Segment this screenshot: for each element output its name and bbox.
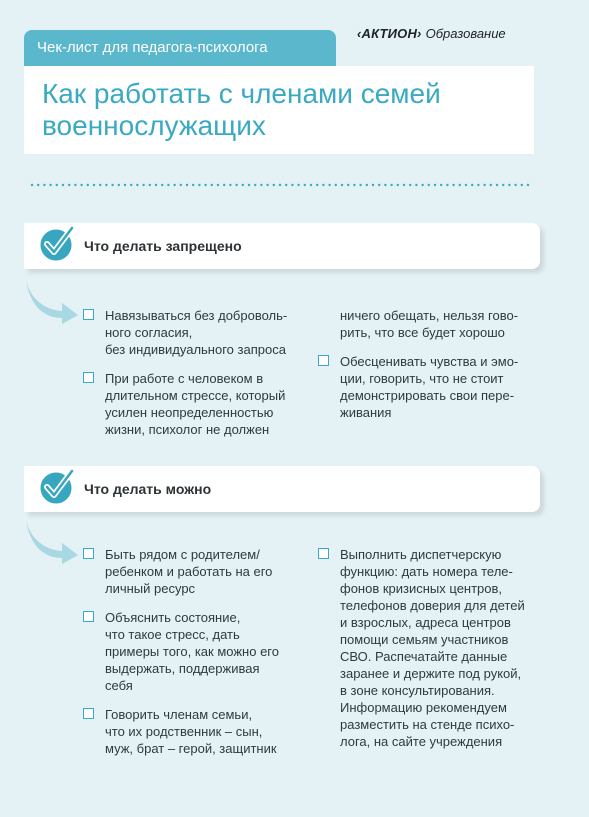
curved-arrow-icon xyxy=(22,518,80,564)
list-item-text: Навязываться без доброволь- ного согласия, без индивидуального запроса xyxy=(105,308,288,357)
document-tag: Чек-лист для педагога-психолога xyxy=(24,30,336,66)
check-circle-icon xyxy=(38,467,78,507)
forbidden-right-column xyxy=(318,307,543,433)
list-item[interactable] xyxy=(83,307,308,358)
list-item-text: Обесценивать чувства и эмо- ции, говорить, что не стоит демонстрировать свои пере- живания xyxy=(340,354,519,420)
curved-arrow-icon xyxy=(22,278,80,324)
checkbox-icon[interactable] xyxy=(318,548,329,559)
section-heading: Что делать запрещено xyxy=(84,238,242,254)
section-header-forbidden xyxy=(24,223,540,269)
check-circle-icon xyxy=(38,224,78,264)
brand-suffix: Образование xyxy=(425,26,506,41)
checkbox-icon[interactable] xyxy=(83,548,94,559)
checkbox-icon[interactable] xyxy=(318,355,329,366)
checkbox-icon[interactable] xyxy=(83,309,94,320)
list-item-text: Быть рядом с родителем/ ребенком и работать на его личный ресурс xyxy=(105,547,273,596)
title-box xyxy=(24,66,534,154)
brand-name: ‹АКТИОН› xyxy=(357,26,422,41)
list-item[interactable] xyxy=(83,706,308,757)
list-item-continuation: ничего обещать, нельзя гово- рить, что все будет хорошо xyxy=(340,308,519,340)
checkbox-icon[interactable] xyxy=(83,372,94,383)
dotted-divider xyxy=(30,182,534,188)
forbidden-left-column xyxy=(83,307,308,450)
allowed-left-column xyxy=(83,546,308,769)
list-item[interactable] xyxy=(83,609,308,694)
checkbox-icon[interactable] xyxy=(83,708,94,719)
page-title: Как работать с членами семей военнослужащих xyxy=(42,78,441,141)
brand-logo xyxy=(357,26,506,46)
list-item[interactable] xyxy=(318,546,548,750)
section-heading: Что делать можно xyxy=(84,481,212,497)
list-item[interactable] xyxy=(83,370,308,438)
allowed-right-column xyxy=(318,546,548,762)
list-item-text: Объяснить состояние, что такое стресс, дать примеры того, как можно его выдержать, поддерживая себя xyxy=(105,610,279,693)
list-item-text: При работе с человеком в длительном стрессе, который усилен неопределенностью жизни, психолог не должен xyxy=(105,371,286,437)
list-item[interactable] xyxy=(318,353,543,421)
list-item-text: Говорить членам семьи, что их родственник – сын, муж, брат – герой, защитник xyxy=(105,707,277,756)
list-item-text: Выполнить диспетчерскую функцию: дать номера теле- фонов кризисных центров, телефонов доверия для детей и взрослых, адреса центров помощи семьям участников СВО. Распечатайте данные заранее и держите под рукой, в зоне консультирования. Информацию рекомендуем разместить на стенде психо- лога, на сайте учреждения xyxy=(340,547,525,749)
list-item[interactable] xyxy=(83,546,308,597)
section-header-allowed xyxy=(24,466,540,512)
checkbox-icon[interactable] xyxy=(83,611,94,622)
